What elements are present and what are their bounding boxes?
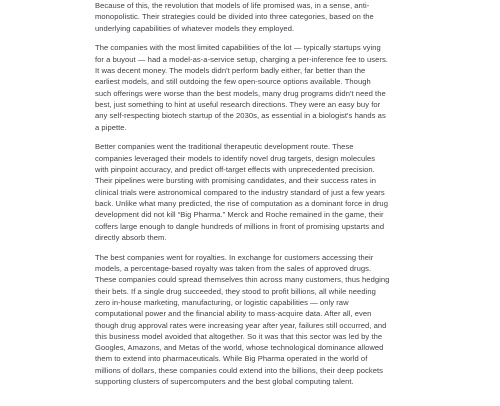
text-line: a pipette. [95, 122, 127, 132]
text-line: zero in-house marketing, manufacturing, or logistic capabilities — only raw [95, 297, 349, 307]
text-line: clinical trials were astronomical compared to the industry standard of just a few years [95, 187, 385, 197]
text-line: These companies could spread themselves thin across many customers, thus hedging [95, 275, 390, 285]
text-line: models, a percentage-based royalty was taken from the sales of approved drugs. [95, 264, 372, 274]
paragraph-3 [95, 141, 391, 243]
text-line: Better companies went the traditional therapeutic development route. These [95, 142, 354, 152]
text-line: development did not kill “Big Pharma.” Merck and Roche remained in the game, their [95, 210, 384, 220]
text-line: best, just something to hint at useful research directions. They were an easy buy for [95, 99, 381, 109]
text-line: them to extend into pharmaceuticals. While Big Pharma operated in the world of [95, 354, 368, 364]
text-line: underlying capabilities of whatever models they employed. [95, 23, 295, 33]
text-line: millions of dollars, these companies could extend into the billions, their deep pockets [95, 365, 384, 375]
text-line: back. Unlike what many predicted, the rise of computation as a dominant force in drug [95, 198, 388, 208]
text-line: computational power and the financial ability to mass-acquire data. After all, even [95, 309, 372, 319]
text-line: The best companies went for royalties. In exchange for customers accessing their [95, 252, 374, 262]
paragraph-4 [95, 252, 391, 388]
text-line: supporting clusters of supercomputers and the best global computing talent. [95, 376, 354, 386]
text-line: any self-respecting biotech startup of the 2030s, as essential in a biologist's hands as [95, 111, 386, 121]
text-line: earliest models, and still outdoing the few open-source options available. Though [95, 77, 371, 87]
paragraph-2 [95, 42, 391, 132]
text-line: The companies with the most limited capabilities of the lot — typically startups vying [95, 43, 381, 53]
text-line: Googles, Amazons, and Metas of the world, whose technological dominance allowed [95, 343, 384, 353]
text-line: this business model avoided that altogether. So it was that this sector was led by the [95, 331, 383, 341]
text-line: for a buyout — had a model-as-a-service setup, charging a per-inference fee to users. [95, 54, 388, 64]
text-line: with pinpoint accuracy, and predict off-target effects with unprecedented precision. [95, 165, 375, 175]
text-line: monopolistic. Their strategies could be divided into three categories, based on the [95, 12, 374, 22]
text-line: their bets. If a single drug succeeded, they stood to profit billions, all while needing [95, 286, 376, 296]
text-line: such offerings were worse than the best models, many drug programs didn't need the [95, 88, 386, 98]
text-line: Because of this, the revolution that models of life promised was, in a sense, anti- [95, 1, 370, 10]
text-line: directly absorb them. [95, 232, 167, 242]
article-body [95, 0, 391, 396]
text-line: Their pipelines were bursting with promising candidates, and their success rates in [95, 176, 377, 186]
text-line: It was decent money. The models didn't perform badly either, far better than the [95, 66, 366, 76]
text-line: though drug approval rates were increasing year after year, failures still occurred, and [95, 320, 387, 330]
text-line: coffers large enough to dangle hundreds of millions in front of promising upstarts and [95, 221, 385, 231]
text-line: companies leveraged their models to identify novel drug targets, design molecules [95, 153, 376, 163]
paragraph-1 [95, 0, 391, 34]
